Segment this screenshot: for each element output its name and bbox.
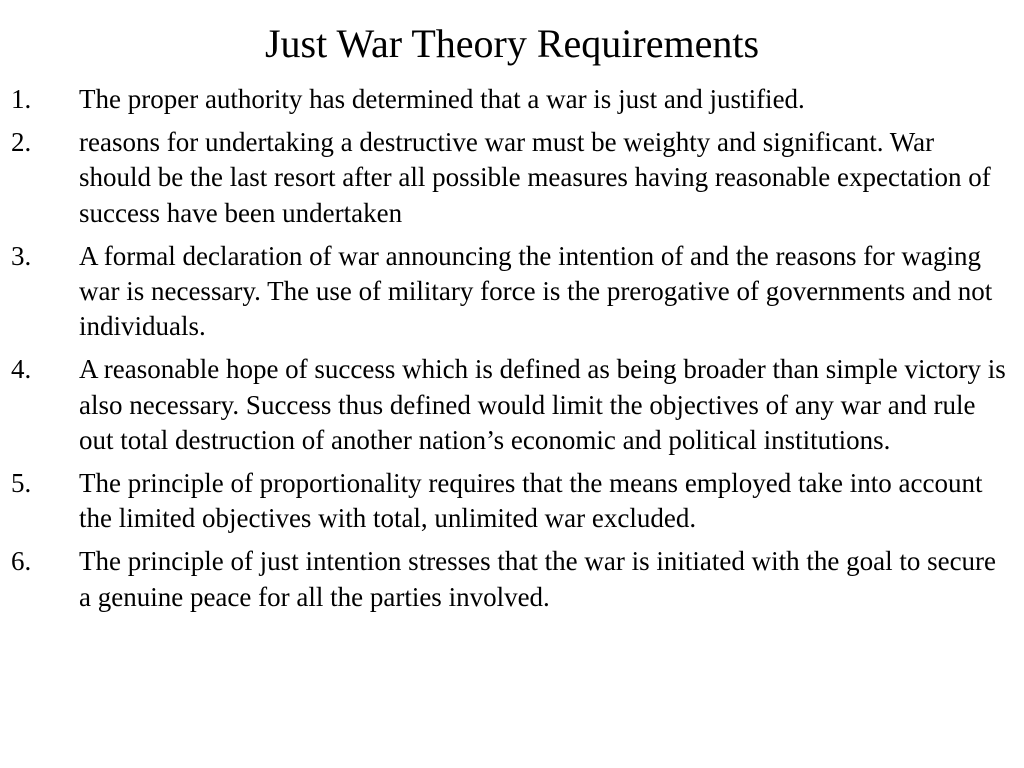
item-text: The principle of proportionality requires that the means employed take into account the limited objectives with total, unlimited war excluded. <box>79 468 983 534</box>
item-text: A formal declaration of war announcing the intention of and the reasons for waging war is necessary. The use of military force is the prerogative of governments and not individuals. <box>79 240 993 342</box>
item-number: 4. <box>11 354 32 385</box>
list-item <box>11 466 1011 537</box>
item-number: 1. <box>11 84 32 114</box>
item-text: The proper authority has determined that a war is just and justified. <box>79 84 805 114</box>
item-text: The principle of just intention stresses that the war is initiated with the goal to secure a genuine peace for all the parties involved. <box>79 546 997 612</box>
list-item <box>11 544 1011 615</box>
item-text: A reasonable hope of success which is defined as being broader than simple victory is also necessary. Success thus defined would limit the objectives of any war and rule out total destruction of another nation’s economic and political institutions. <box>79 354 1006 456</box>
item-number: 2. <box>11 126 32 157</box>
item-text: reasons for undertaking a destructive war must be weighty and significant. War should be the last resort after all possible measures having reasonable expectation of success have been undertaken <box>79 126 991 228</box>
list-item <box>11 125 1011 231</box>
item-number: 3. <box>11 240 32 271</box>
item-number: 5. <box>11 468 32 499</box>
list-item <box>11 239 1011 345</box>
list-item <box>11 82 1011 117</box>
slide-title: Just War Theory Requirements <box>264 21 760 66</box>
item-number: 6. <box>11 546 32 577</box>
requirements-list <box>11 82 1011 623</box>
list-item <box>11 352 1011 458</box>
